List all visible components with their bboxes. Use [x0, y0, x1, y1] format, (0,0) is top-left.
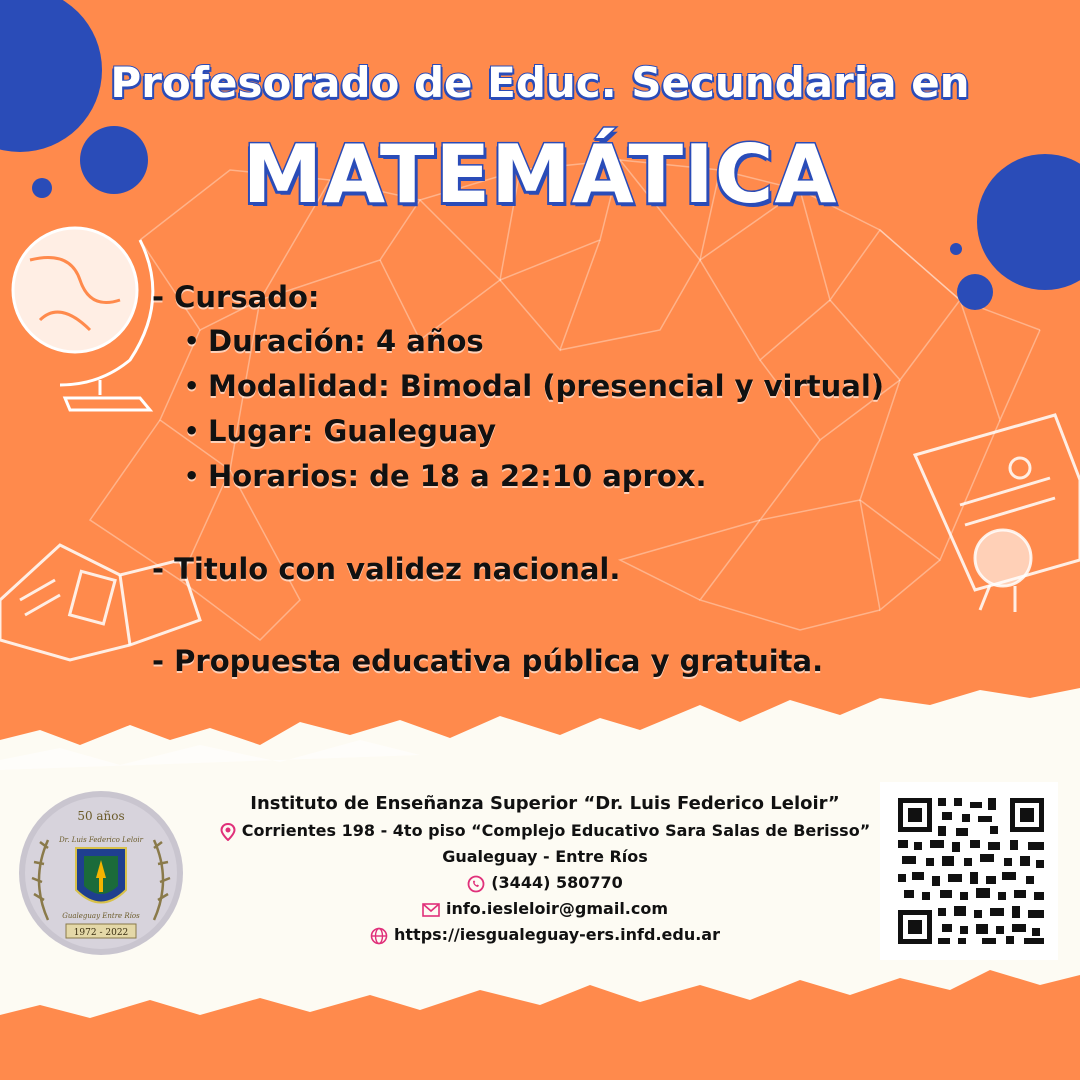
subject-title: MATEMÁTICA — [242, 128, 838, 221]
whatsapp-icon — [467, 875, 485, 893]
qr-code[interactable] — [880, 782, 1058, 960]
program-title: Profesorado de Educ. Secundaria en — [110, 58, 970, 107]
cursado-list — [152, 319, 952, 499]
website-link[interactable]: https://iesgualeguay-ers.infd.edu.ar — [394, 925, 720, 944]
logo-years: 1972 - 2022 — [73, 928, 129, 938]
logo-name-text: Dr. Luis Federico Leloir — [59, 836, 143, 844]
address-line — [195, 818, 895, 844]
cursado-heading: - Cursado: — [152, 280, 320, 314]
propuesta-text: - Propuesta educativa pública y gratuita. — [152, 644, 824, 678]
phone-link[interactable]: (3444) 580770 — [491, 873, 623, 892]
globe-icon — [370, 927, 388, 945]
list-item-modalidad: • Modalidad: Bimodal (presencial y virtual) — [208, 364, 952, 409]
location-icon — [220, 823, 236, 841]
globe-illustration — [13, 228, 153, 410]
email-link[interactable]: info.iesleloir@gmail.com — [445, 899, 669, 918]
titulo-text: - Titulo con validez nacional. — [152, 552, 621, 586]
list-item-duracion: • Duración: 4 años — [208, 319, 952, 364]
address-text: Corrientes 198 - 4to piso “Complejo Educativo Sara Salas de Berisso” — [241, 821, 871, 840]
email-line — [195, 896, 895, 922]
logo-anniversary-text: 50 años — [77, 809, 125, 823]
city-text: Gualeguay - Entre Ríos — [442, 847, 648, 866]
phone-line — [195, 870, 895, 896]
web-line — [195, 922, 895, 948]
institute-name: Instituto de Enseñanza Superior “Dr. Luis Federico Leloir” — [250, 793, 840, 814]
mail-icon — [422, 903, 440, 917]
logo-city-text: Gualeguay Entre Ríos — [62, 912, 140, 920]
institute-logo — [18, 790, 184, 956]
program-details — [152, 275, 952, 683]
contact-info — [195, 790, 895, 948]
list-item-lugar: • Lugar: Gualeguay — [208, 409, 952, 454]
list-item-horarios: • Horarios: de 18 a 22:10 aprox. — [208, 454, 952, 499]
